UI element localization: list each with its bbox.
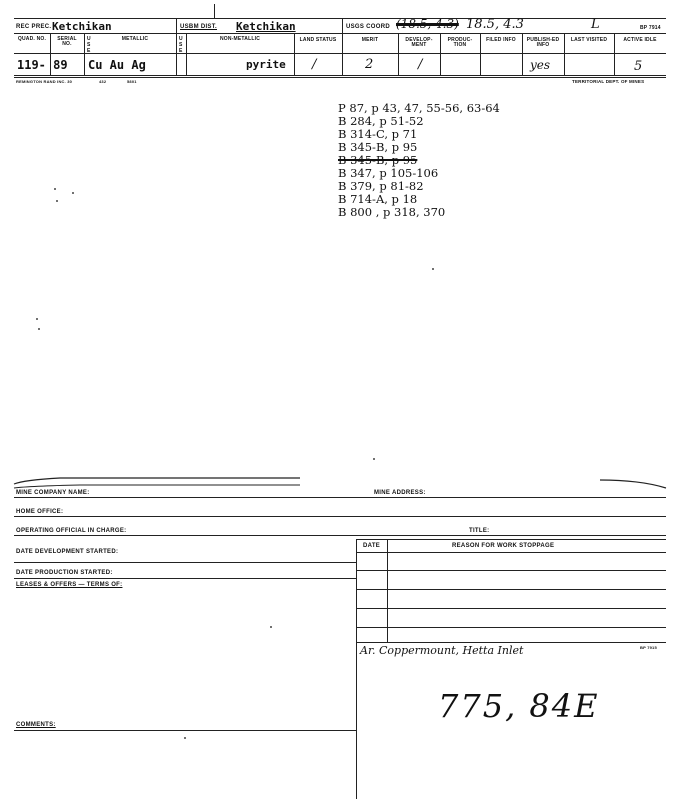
reference-line: B 347, p 105-106: [338, 166, 439, 180]
reference-line: B 379, p 81-82: [338, 179, 424, 193]
reason-column-label: REASON FOR WORK STOPPAGE: [452, 543, 555, 549]
speck: [270, 626, 272, 628]
quad-no-label: QUAD. NO.: [17, 36, 47, 42]
last-visited-label: LAST VISITED: [570, 37, 608, 43]
divider: [398, 33, 399, 75]
serial-no-label: SERIAL NO.: [57, 36, 77, 47]
reference-line: B 284, p 51-52: [338, 114, 424, 128]
form-code-2: BP 7915: [640, 645, 657, 650]
divider: [342, 18, 343, 33]
printer-label: REMINGTON RAND INC. 30: [16, 79, 73, 84]
development-value: 2: [365, 57, 374, 72]
filed-info-label: FILED INFO: [486, 37, 516, 43]
rule: [14, 516, 666, 517]
rule: [356, 589, 666, 590]
production-label: PRODUC-TION: [447, 37, 473, 48]
divider: [614, 33, 615, 75]
speck: [54, 188, 56, 190]
comments-label: COMMENTS:: [16, 722, 56, 728]
rec-prec-value: Ketchikan: [52, 20, 112, 33]
active-idle-value: 5: [634, 59, 643, 74]
rule: [14, 53, 666, 54]
divider: [356, 539, 357, 799]
divider: [84, 33, 85, 75]
date-column-label: DATE: [363, 543, 381, 549]
divider: [176, 33, 177, 75]
rec-prec-label: REC PREC.: [16, 24, 52, 30]
metallic-label: METALLIC: [121, 36, 149, 42]
use-label: U S E: [87, 36, 91, 54]
published-info-label: PUBLISH-ED INFO: [526, 37, 560, 48]
non-metallic-value: pyrite: [246, 58, 286, 71]
metallic-value: Cu Au Ag: [88, 58, 146, 72]
rule: [14, 562, 356, 563]
leases-label: LEASES & OFFERS — TERMS OF:: [16, 582, 123, 588]
merit-label: MERIT: [361, 37, 379, 43]
form-edge: [0, 470, 678, 496]
rule: [356, 539, 666, 540]
rule: [14, 75, 666, 76]
title-label: TITLE:: [469, 528, 490, 534]
divider: [387, 539, 388, 642]
usgs-coord-extra: L: [591, 17, 600, 32]
divider: [186, 33, 187, 75]
rule: [356, 608, 666, 609]
speck: [38, 328, 40, 330]
usbm-dist-value: Ketchikan: [236, 20, 296, 33]
speck: [56, 200, 58, 202]
date-dev-started-label: DATE DEVELOPMENT STARTED:: [16, 549, 119, 555]
reference-line-struck: B 345-B, p 95: [338, 153, 418, 167]
active-idle-label: ACTIVE IDLE: [623, 37, 657, 43]
reference-line: B 800 , p 318, 370: [338, 205, 446, 219]
land-status-value: /: [312, 57, 317, 72]
speck: [432, 268, 434, 270]
rule: [14, 497, 666, 498]
printer-code-2: 5801: [127, 79, 137, 84]
usgs-coord-struck: (18.5, 4.3): [396, 17, 459, 31]
operating-official-label: OPERATING OFFICIAL IN CHARGE:: [16, 528, 127, 534]
reference-line: B 345-B, p 95: [338, 140, 418, 154]
rule: [14, 77, 666, 78]
use-label: U S E: [179, 36, 183, 54]
date-prod-started-label: DATE PRODUCTION STARTED:: [16, 570, 113, 576]
rule: [356, 642, 666, 643]
speck: [72, 192, 74, 194]
usgs-coord-label: USGS COORD: [346, 24, 391, 30]
mine-address-label: MINE ADDRESS:: [374, 490, 426, 496]
divider: [294, 33, 295, 75]
land-status-label: LAND STATUS: [299, 37, 337, 43]
handwritten-code: 775, 84E: [438, 687, 600, 725]
non-metallic-label: NON-METALLIC: [219, 36, 261, 42]
divider: [522, 33, 523, 75]
printer-code-1: 432: [99, 79, 107, 84]
reference-line: B 714-A, p 18: [338, 192, 418, 206]
mine-company-name-label: MINE COMPANY NAME:: [16, 490, 90, 496]
form-code: BP 7914: [640, 25, 661, 31]
speck: [184, 737, 186, 739]
speck: [373, 458, 375, 460]
rule: [356, 552, 666, 553]
usbm-dist-label: USBM DIST.: [180, 24, 218, 30]
divider: [176, 18, 177, 33]
home-office-label: HOME OFFICE:: [16, 509, 64, 515]
divider: [480, 33, 481, 75]
published-info-value: yes: [530, 58, 551, 72]
quad-serial-value: 119- 89: [17, 58, 68, 72]
rule: [14, 18, 666, 19]
handwritten-location: Ar. Coppermount, Hetta Inlet: [360, 644, 524, 657]
usgs-coord-value: 18.5, 4.3: [466, 17, 524, 32]
rule: [356, 627, 666, 628]
reference-line: P 87, p 43, 47, 55-56, 63-64: [338, 101, 500, 115]
development-label: DEVELOP-MENT: [405, 37, 433, 48]
divider: [440, 33, 441, 75]
rule: [356, 570, 666, 571]
production-value: /: [418, 57, 423, 72]
tick-mark: [214, 4, 215, 18]
divider: [342, 33, 343, 75]
rule: [14, 578, 356, 579]
rule: [14, 730, 356, 731]
dept-label: TERRITORIAL DEPT. OF MINES: [572, 79, 645, 84]
divider: [564, 33, 565, 75]
reference-line: B 314-C, p 71: [338, 127, 418, 141]
speck: [36, 318, 38, 320]
rule: [14, 33, 666, 34]
rule: [14, 535, 666, 536]
